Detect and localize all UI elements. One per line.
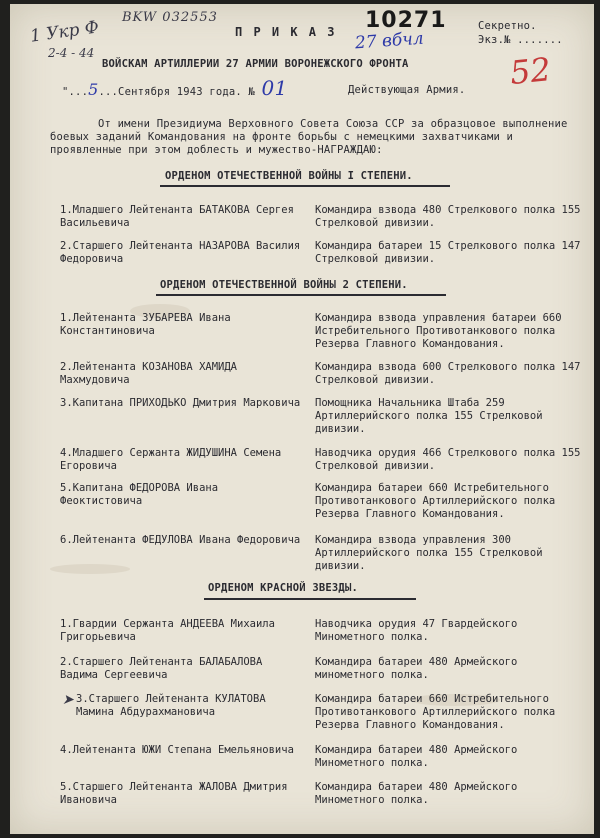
award-entry-position: Командира батареи 480 Армейского Минометного полка. xyxy=(315,744,518,769)
section-heading-ow1: ОРДЕНОМ ОТЕЧЕСТВЕННОЙ ВОЙНЫ I СТЕПЕНИ. xyxy=(165,170,413,182)
award-entry-position: Командира взвода 480 Стрелкового полка 155 Стрелковой дивизии. xyxy=(315,204,581,229)
section-heading-ow2: ОРДЕНОМ ОТЕЧЕСТВЕННОЙ ВОЙНЫ 2 СТЕПЕНИ. xyxy=(160,279,408,291)
date-prefix: "... xyxy=(62,86,89,98)
award-entry-position: Помощника Начальника Штаба 259 Артиллерийского полка 155 Стрелковой дивизии. xyxy=(315,397,543,435)
document-sheet xyxy=(10,4,594,834)
preamble-text: От имени Президиума Верховного Совета Союза ССР за образцовое выполнение боевых заданий Командования на фронте борьбы с немецкими захватчиками и проявленные при этом доблесть и мужество-НАГРАЖДАЮ: xyxy=(50,118,568,156)
date-line xyxy=(62,76,288,100)
handwritten-note-top: 27 вбчл xyxy=(354,28,425,54)
date-day: 5 xyxy=(88,80,99,99)
award-entry-position: Командира взвода 600 Стрелкового полка 147 Стрелковой дивизии. xyxy=(315,361,581,386)
red-sheet-number: 52 xyxy=(508,49,553,93)
award-entry-name: 3.Капитана ПРИХОДЬКО Дмитрия Марковича xyxy=(60,397,301,409)
award-entry-position: Командира батареи 660 Истребительного Противотанкового Артиллерийского полка Резерва Главного Командования. xyxy=(315,482,556,520)
award-entry-name: 4.Лейтенанта ЮЖИ Степана Емельяновича xyxy=(60,744,294,756)
section-underline xyxy=(204,598,416,600)
paper-stain xyxy=(50,564,130,574)
award-entry-position: Командира батареи 660 Истребительного Противотанкового Артиллерийского полка Резерва Главного Командования. xyxy=(315,693,556,731)
section-underline xyxy=(156,294,446,296)
tick-mark-icon: ➤ xyxy=(62,692,74,708)
award-entry-position: Командира батареи 15 Стрелкового полка 147 Стрелковой дивизии. xyxy=(315,240,581,265)
award-entry-name: 2.Старшего Лейтенанта БАЛАБАЛОВА Вадима Сергеевича xyxy=(60,656,263,681)
award-entry-name: 3.Старшего Лейтенанта КУЛАТОВА Мамина Абдурахмановича xyxy=(76,693,266,718)
award-entry-position: Наводчика орудия 466 Стрелкового полка 155 Стрелковой дивизии. xyxy=(315,447,581,472)
award-entry-name: 4.Младшего Сержанта ЖИДУШИНА Семена Егоровича xyxy=(60,447,282,472)
order-number: 01 xyxy=(261,76,288,100)
section-heading-red-star: ОРДЕНОМ КРАСНОЙ ЗВЕЗДЫ. xyxy=(208,582,358,594)
award-entry-name: 2.Лейтенанта КОЗАНОВА ХАМИДА Махмудовича xyxy=(60,361,238,386)
award-entry-name: 1.Младшего Лейтенанта БАТАКОВА Сергея Васильевича xyxy=(60,204,294,229)
date-rest: ...Сентября 1943 года. № xyxy=(98,86,256,98)
pencil-note-top-left: 1 Укр Ф xyxy=(28,17,101,47)
archive-code: BKW 032553 xyxy=(122,10,218,25)
archive-number-stamp: 10271 xyxy=(365,8,447,33)
place-label: Действующая Армия. xyxy=(348,84,466,96)
award-entry-position: Командира взвода управления 300 Артиллерийского полка 155 Стрелковой дивизии. xyxy=(315,534,543,572)
award-entry-position: Наводчика орудия 47 Гвардейского Минометного полка. xyxy=(315,618,518,643)
award-entry-position: Командира батареи 480 Армейского минометного полка. xyxy=(315,656,518,681)
award-entry-name: 1.Лейтенанта ЗУБАРЕВА Ивана Константиновича xyxy=(60,312,231,337)
award-entry-name: 5.Старшего Лейтенанта ЖАЛОВА Дмитрия Ивановича xyxy=(60,781,288,806)
copy-number-label: Экз.№ ....... xyxy=(478,34,563,46)
award-entry-position: Командира батареи 480 Армейского Минометного полка. xyxy=(315,781,518,806)
award-entry-name: 6.Лейтенанта ФЕДУЛОВА Ивана Федоровича xyxy=(60,534,301,546)
pencil-note-date: 2-4 - 44 xyxy=(48,46,95,60)
award-entry-name: 2.Старшего Лейтенанта НАЗАРОВА Василия Федоровича xyxy=(60,240,301,265)
document-subtitle: ВОЙСКАМ АРТИЛЛЕРИИ 27 АРМИИ ВОРОНЕЖСКОГО ФРОНТА xyxy=(102,58,409,70)
award-entry-position: Командира взвода управления батареи 660 Истребительного Противотанкового полка Резерва Главного Командования. xyxy=(315,312,562,350)
award-entry-name: 5.Капитана ФЕДОРОВА Ивана Феоктистовича xyxy=(60,482,219,507)
secret-label: Секретно. xyxy=(478,20,537,32)
document-title: П Р И К А З xyxy=(235,25,337,39)
section-underline xyxy=(160,185,450,187)
award-entry-name: 1.Гвардии Сержанта АНДЕЕВА Михаила Григорьевича xyxy=(60,618,275,643)
